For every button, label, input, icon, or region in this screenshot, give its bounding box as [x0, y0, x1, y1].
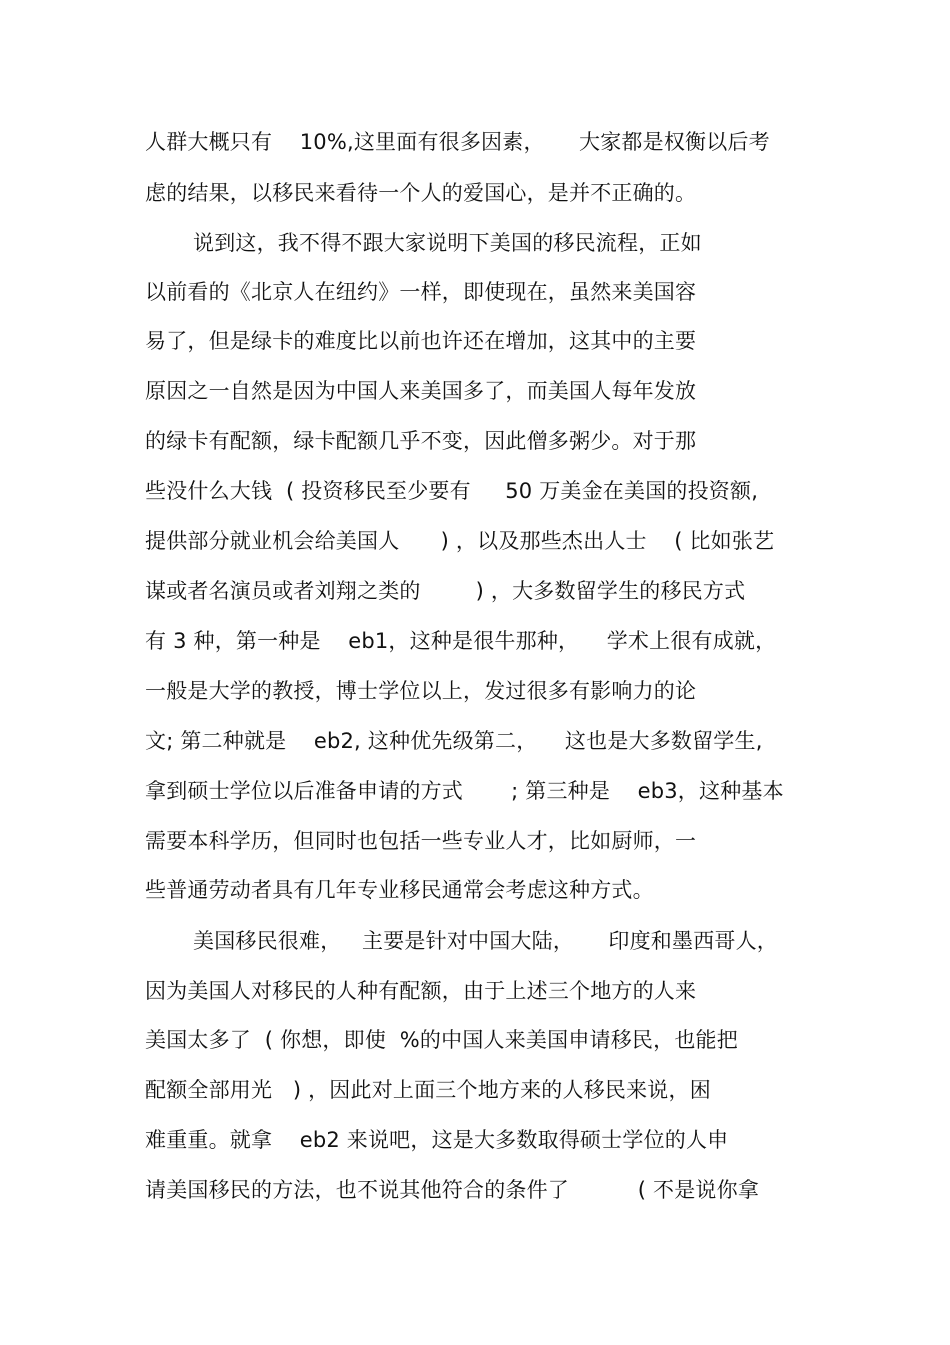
text-line: 提供部分就业机会给美国人 ) ，以及那些杰出人士 ( 比如张艺	[145, 529, 775, 553]
text-line: 些普通劳动者具有几年专业移民通常会考虑这种方式。	[145, 878, 654, 902]
text-line: 因为美国人对移民的人种有配额，由于上述三个地方的人来	[145, 979, 697, 1003]
text-line: 谋或者名演员或者刘翔之类的 ) ，大多数留学生的移民方式	[145, 579, 746, 603]
text-line: 需要本科学历，但同时也包括一些专业人才，比如厨师，一	[145, 829, 697, 853]
text-line: 一般是大学的教授，博士学位以上，发过很多有影响力的论	[145, 679, 697, 703]
paragraph-start-line: 美国移民很难， 主要是针对中国大陆， 印度和墨西哥人，	[193, 929, 778, 953]
text-line: 的绿卡有配额，绿卡配额几乎不变，因此僧多粥少。对于那	[145, 429, 697, 453]
text-line: 有 3 种，第一种是 eb1，这种是很牛那种， 学术上很有成就，	[145, 629, 777, 653]
text-line: 拿到硕士学位以后准备申请的方式 ; 第三种是 eb3，这种基本	[145, 779, 784, 803]
text-line: 文; 第二种就是 eb2, 这种优先级第二， 这也是大多数留学生,	[145, 729, 763, 753]
text-line: 难重重。就拿 eb2 来说吧，这是大多数取得硕士学位的人申	[145, 1128, 729, 1152]
text-line: 原因之一自然是因为中国人来美国多了，而美国人每年发放	[145, 379, 697, 403]
text-line: 些没什么大钱 ( 投资移民至少要有 50 万美金在美国的投资额,	[145, 479, 759, 503]
paragraph-start-line: 说到这，我不得不跟大家说明下美国的移民流程，正如	[193, 231, 702, 255]
text-line: 请美国移民的方法，也不说其他符合的条件了 ( 不是说你拿	[145, 1178, 760, 1202]
text-line: 美国太多了 ( 你想，即使 %的中国人来美国申请移民，也能把	[145, 1028, 738, 1052]
text-line: 易了，但是绿卡的难度比以前也许还在增加，这其中的主要	[145, 329, 697, 353]
text-line: 人群大概只有 10%,这里面有很多因素， 大家都是权衡以后考	[145, 130, 770, 154]
text-line: 配额全部用光 ) ，因此对上面三个地方来的人移民来说，困	[145, 1078, 711, 1102]
text-line: 以前看的《北京人在纽约》一样，即使现在，虽然来美国容	[145, 280, 697, 304]
text-line: 虑的结果，以移民来看待一个人的爱国心，是并不正确的。	[145, 181, 697, 205]
